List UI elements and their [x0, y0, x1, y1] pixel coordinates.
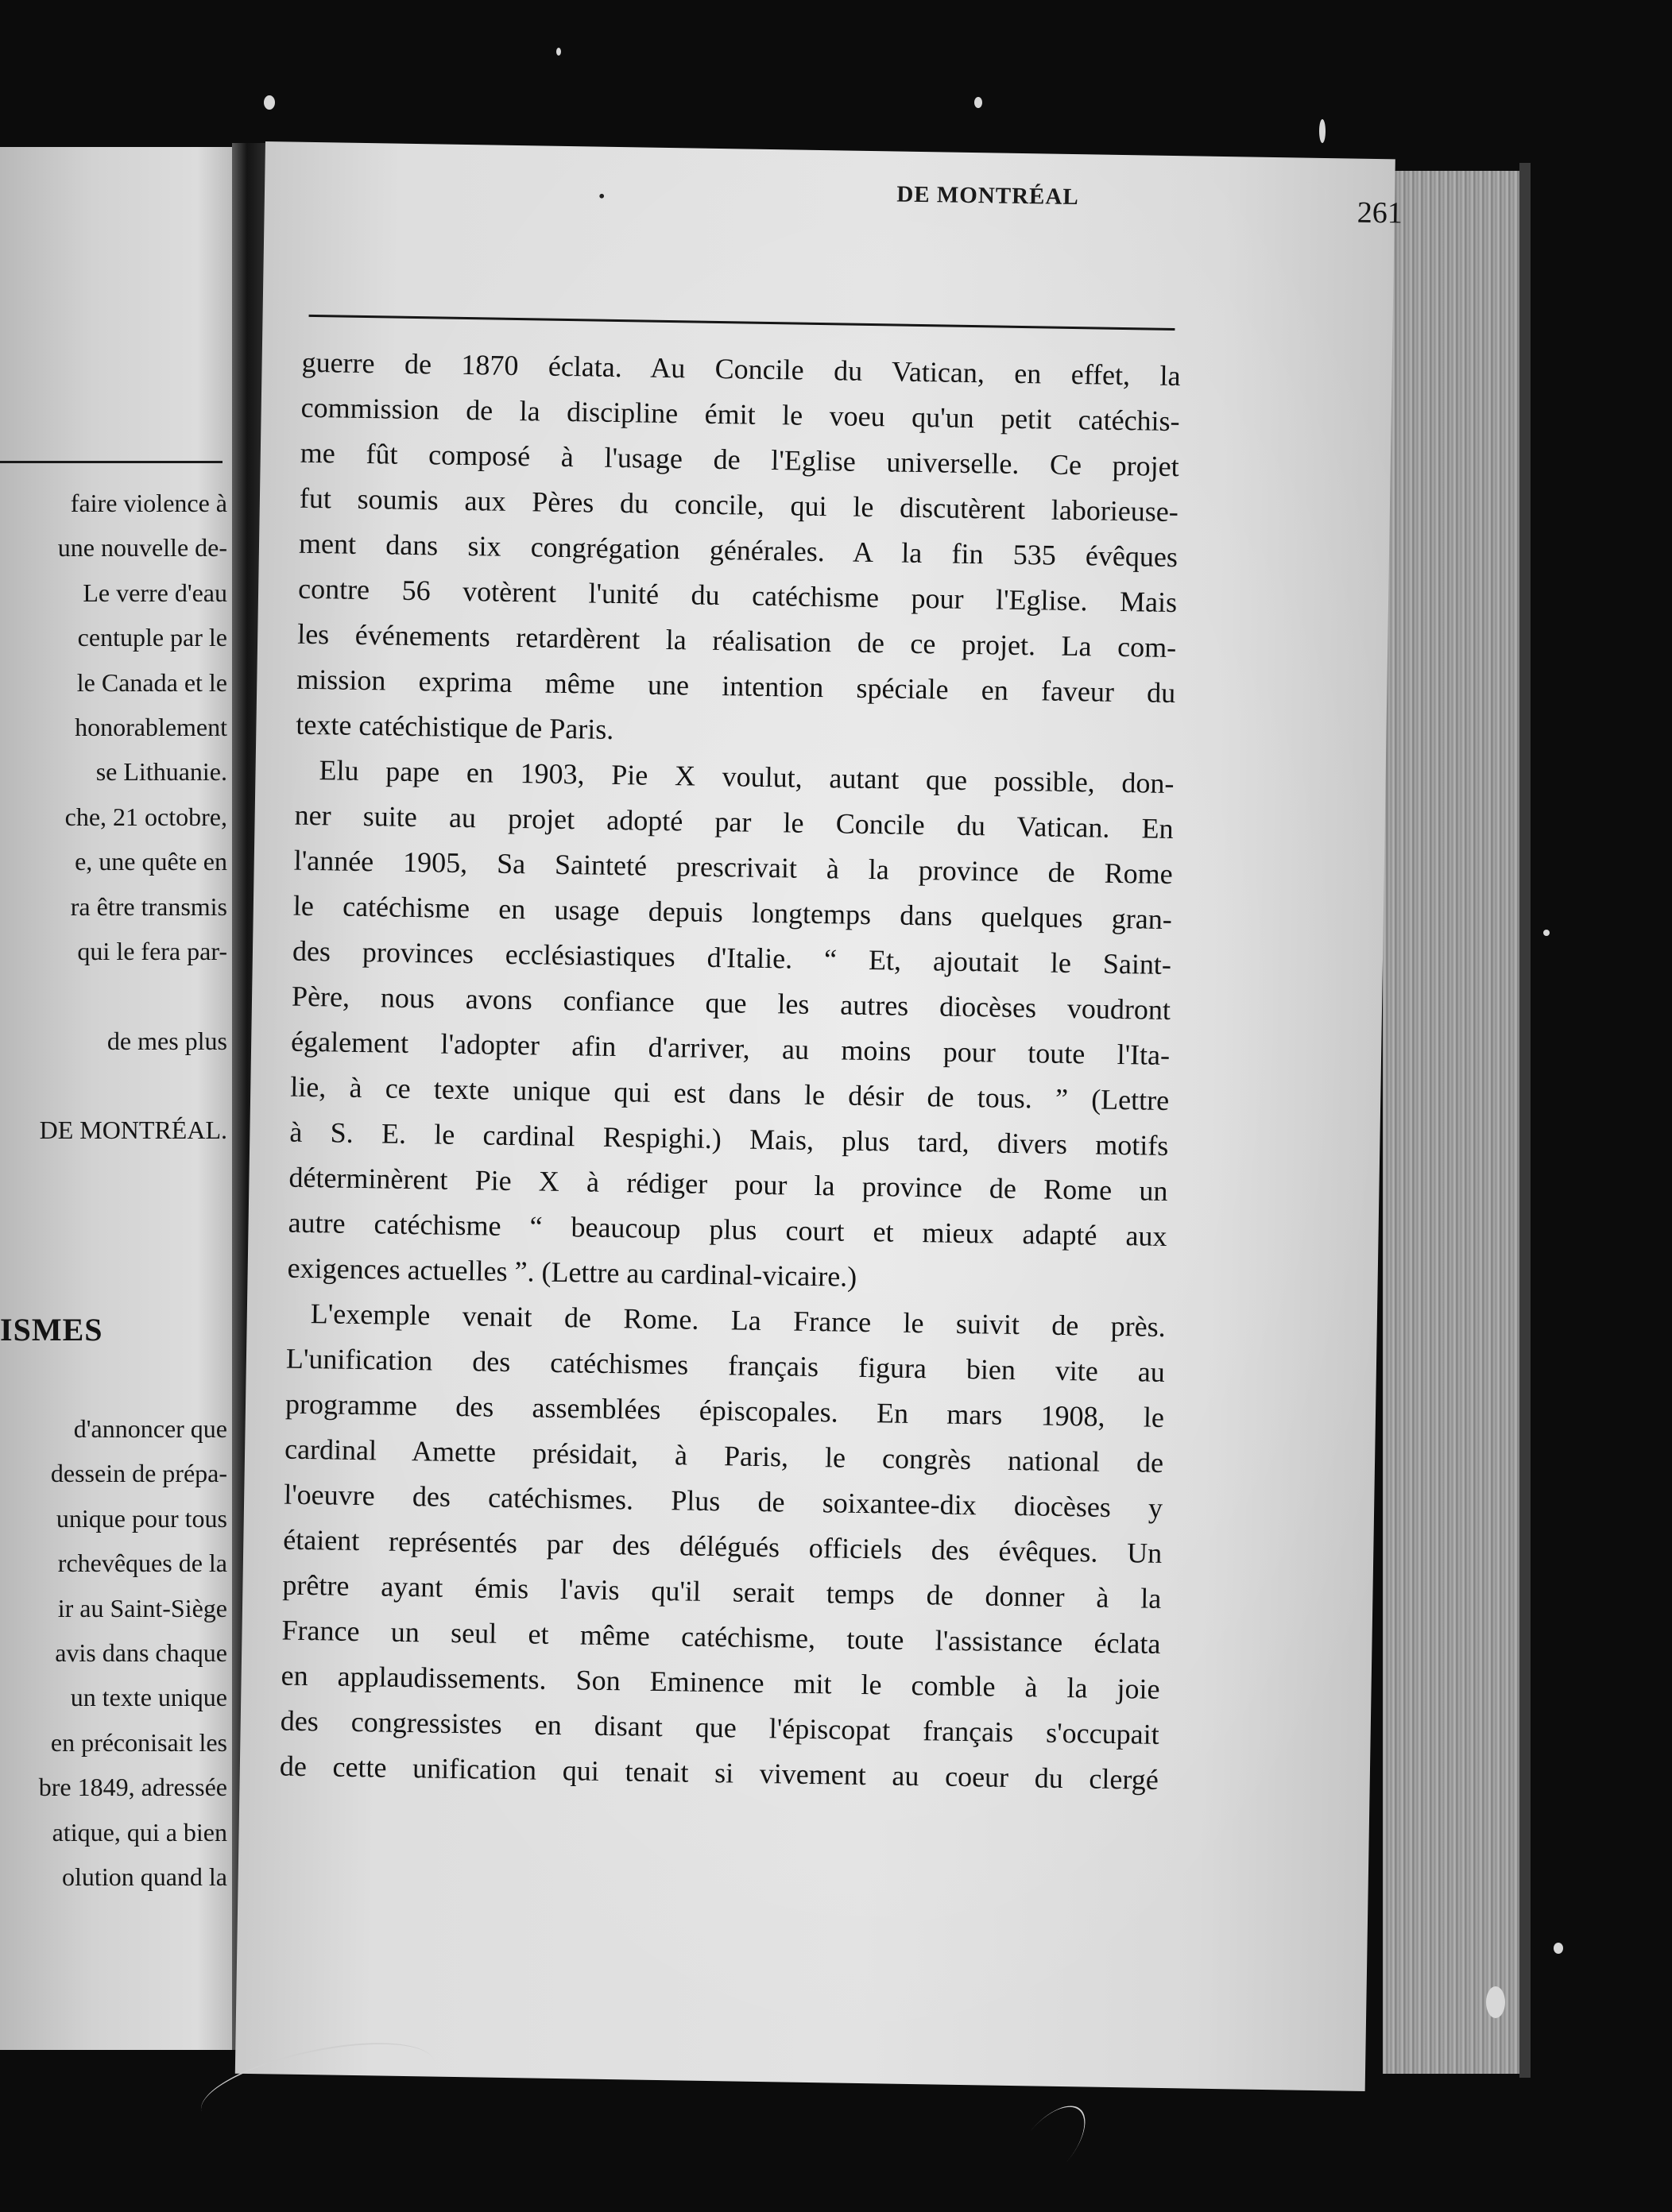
body-line: L'exemple venait de Rome. La France le suivit de près. [310, 1297, 1167, 1343]
left-page-line: centuple par le [77, 623, 227, 652]
dust-speck [264, 95, 275, 110]
body-line: les événements retardèrent la réalisation de ce projet. La com- [296, 617, 1177, 664]
body-text [279, 340, 1181, 1803]
left-page-line: faire violence à [70, 489, 227, 517]
left-page-line: avis dans chaque [55, 1638, 227, 1668]
left-page-line: qui le fera par- [77, 936, 227, 965]
left-page-text-upper [0, 481, 227, 1153]
left-page-line: unique pour tous [56, 1503, 227, 1533]
left-page-line: DE MONTRÉAL. [39, 1116, 227, 1145]
book-page-edges [1383, 171, 1526, 2074]
body-line: autre catéchisme “ beaucoup plus court et mieux adapté aux [288, 1206, 1167, 1252]
left-page-line: ra être transmis [70, 891, 227, 921]
body-line: de cette unification qui tenait si vivement au coeur du clergé [279, 1750, 1159, 1796]
left-page-line: une nouvelle de- [57, 533, 227, 563]
body-line: ner suite au projet adopté par le Concile du Vatican. En [294, 799, 1174, 845]
body-line: contre 56 votèrent l'unité du catéchisme pour l'Eglise. Mais [297, 572, 1178, 619]
body-line: déterminèrent Pie X à rédiger pour la province de Rome un [288, 1161, 1168, 1207]
dust-speck [1486, 1986, 1505, 2018]
body-line: l'année 1905, Sa Sainteté prescrivait à la province de Rome [293, 844, 1173, 891]
body-line: cardinal Amette présidait, à Paris, le congrès national de [284, 1433, 1164, 1479]
body-line: mission exprima même une intention spéciale en faveur du [296, 663, 1176, 710]
body-line: des congressistes en disant que l'épiscopat français s'occupait [280, 1704, 1159, 1750]
left-page-line: Le verre d'eau [83, 578, 227, 607]
body-line: programme des assemblées épiscopales. En mars 1908, le [284, 1387, 1165, 1433]
page-number: 261 [1357, 195, 1403, 230]
left-page-line: d'annoncer que [73, 1414, 227, 1443]
left-page-line: un texte unique [70, 1683, 227, 1712]
left-page-line: le Canada et le [76, 667, 227, 697]
main-page [235, 141, 1403, 2091]
body-line: Père, nous avons confiance que les autres diocèses voudront [291, 980, 1171, 1027]
left-page-line [0, 973, 227, 1018]
left-page-heading: ISMES [0, 1312, 103, 1348]
body-line: des provinces ecclésiastiques d'Italie. “ Et, ajoutait le Saint- [292, 934, 1172, 981]
body-line: ment dans six congrégation générales. A la fin 535 évêques [298, 527, 1179, 574]
running-head-title: DE MONTRÉAL [896, 181, 1079, 211]
left-page-line: atique, qui a bien [52, 1817, 227, 1847]
body-line: texte catéchistique de Paris. [296, 708, 614, 745]
body-line: en applaudissements. Son Eminence mit le comble à la joie [281, 1659, 1160, 1705]
left-page-text-lower [0, 1406, 227, 1899]
left-page-line: e, une quête en [75, 847, 227, 876]
body-line: fut soumis aux Pères du concile, qui le discutèrent laborieuse- [299, 481, 1179, 528]
body-line: l'oeuvre des catéchismes. Plus de soixantee-dix diocèses y [283, 1478, 1163, 1524]
left-page-line [0, 1063, 227, 1108]
dust-speck [1543, 930, 1550, 936]
body-line: guerre de 1870 éclata. Au Concile du Vatican, en effet, la [301, 346, 1181, 393]
left-page-line: che, 21 octobre, [64, 802, 227, 831]
left-page [0, 147, 232, 2050]
body-line: le catéchisme en usage depuis longtemps dans quelques gran- [292, 889, 1173, 936]
body-line: lie, à ce texte unique qui est dans le désir de tous. ” (Lettre [290, 1070, 1170, 1117]
left-page-line: rchevêques de la [57, 1549, 227, 1578]
body-line: Elu pape en 1903, Pie X voulut, autant que possible, don- [319, 754, 1175, 800]
left-page-line: dessein de prépa- [50, 1459, 227, 1488]
body-line: L'unification des catéchismes français figura bien vite au [285, 1342, 1166, 1388]
hair-fiber [1000, 2094, 1098, 2198]
dust-speck [556, 48, 561, 56]
body-line: étaient représentés par des délégués officiels des évêques. Un [283, 1523, 1163, 1569]
body-line: également l'adopter afin d'arriver, au moins pour toute l'Ita- [290, 1025, 1171, 1072]
left-page-line: en préconisait les [50, 1727, 227, 1757]
running-head-bullet: • [598, 186, 606, 207]
body-line: me fût composé à l'usage de l'Eglise universelle. Ce projet [300, 436, 1180, 483]
dust-speck [1554, 1943, 1563, 1954]
body-line: à S. E. le cardinal Respighi.) Mais, plus tard, divers motifs [289, 1116, 1169, 1162]
left-page-line: de mes plus [106, 1026, 227, 1055]
left-page-header-rule [0, 461, 223, 463]
left-page-line: ir au Saint-Siège [57, 1593, 227, 1622]
header-rule [309, 315, 1175, 331]
left-page-line: honorablement [75, 712, 227, 741]
left-page-line: olution quand la [62, 1862, 227, 1892]
body-line: commission de la discipline émit le voeu qu'un petit catéchis- [300, 391, 1180, 438]
dust-speck [1319, 119, 1326, 143]
body-line: France un seul et même catéchisme, toute l'assistance éclata [281, 1614, 1161, 1660]
book-edge-shadow [1519, 163, 1531, 2078]
dust-speck [974, 97, 982, 108]
left-page-line: se Lithuanie. [95, 757, 227, 787]
body-line: prêtre ayant émis l'avis qu'il serait temps de donner à la [282, 1568, 1162, 1615]
body-line: exigences actuelles ”. (Lettre au cardinal-vicaire.) [287, 1251, 857, 1293]
running-head [598, 177, 1403, 230]
left-page-line: bre 1849, adressée [38, 1773, 227, 1802]
